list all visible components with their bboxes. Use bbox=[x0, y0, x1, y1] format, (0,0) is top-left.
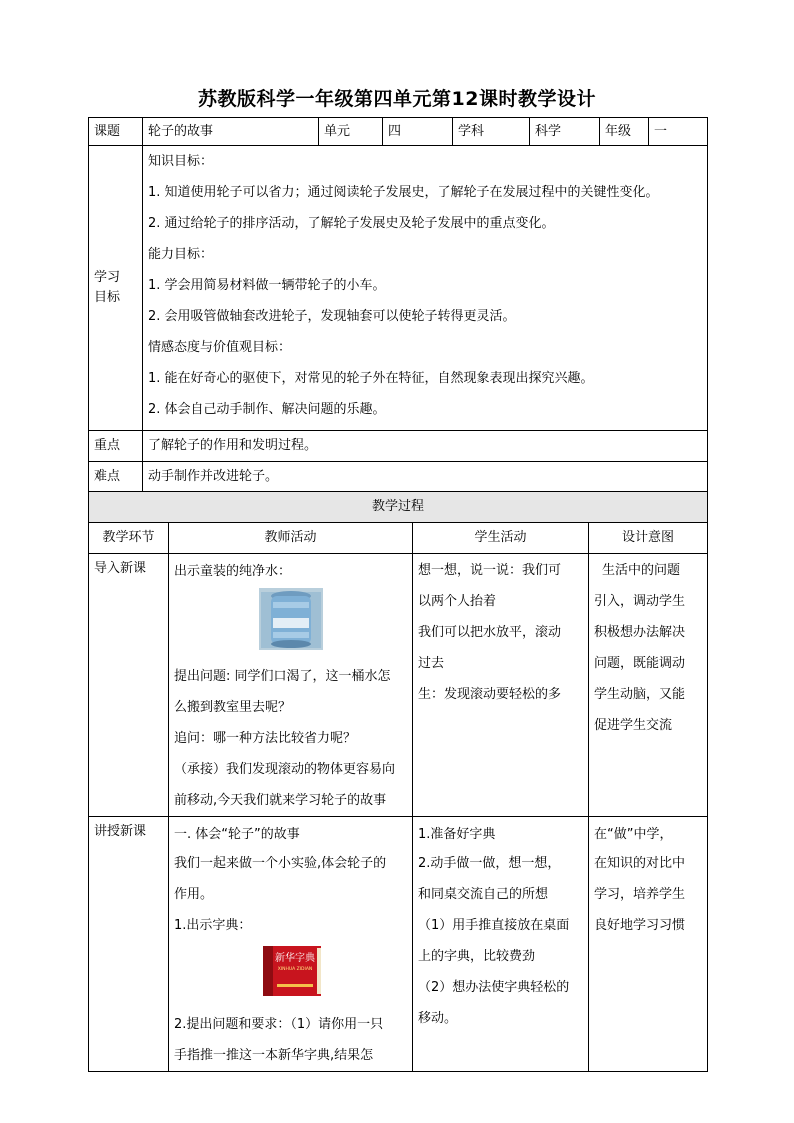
column-header: 学生活动 bbox=[413, 523, 589, 554]
objective-line: 能力目标： bbox=[148, 247, 214, 262]
objective-line: 1. 能在好奇心的驱使下，对常见的轮子外在特征，自然现象表现出探究兴趣。 bbox=[148, 371, 594, 386]
key-point-value: 了解轮子的作用和发明过程。 bbox=[143, 431, 708, 462]
objective-line: 2. 会用吸管做轴套改进轮子，发现轴套可以使轮子转得更灵活。 bbox=[148, 309, 516, 324]
process-header: 教学过程 bbox=[89, 492, 708, 523]
difficulty-value: 动手制作并改进轮子。 bbox=[143, 462, 708, 493]
dictionary-pinyin: XINHUA ZIDIAN bbox=[277, 967, 312, 972]
unit-value: 四 bbox=[383, 118, 453, 146]
teaching-process-table bbox=[88, 491, 708, 1072]
student-activity: 想一想，说一说：我们可 以两个人抬着 我们可以把水放平，滚动 过去 生：发现滚动要轻松的多 bbox=[413, 554, 589, 817]
dictionary-title: 新华字典 bbox=[274, 953, 315, 964]
objectives-label: 学习目标 bbox=[89, 146, 143, 431]
lesson-info-table bbox=[88, 117, 708, 493]
key-point-label: 重点 bbox=[89, 431, 143, 462]
stage-cell: 导入新课 bbox=[89, 554, 169, 817]
water-bucket-icon bbox=[259, 588, 323, 650]
objective-line: 2. 体会自己动手制作、解决问题的乐趣。 bbox=[148, 402, 386, 417]
design-intent: 生活中的问题 引入，调动学生 积极想办法解决 问题，既能调动 学生动脑，又能 促进学生交流 bbox=[589, 554, 708, 817]
dictionary-icon bbox=[255, 944, 327, 998]
column-header: 教师活动 bbox=[169, 523, 413, 554]
objective-line: 情感态度与价值观目标： bbox=[148, 340, 292, 355]
grade-label: 年级 bbox=[600, 118, 649, 146]
objectives-content bbox=[143, 146, 708, 431]
teacher-activity: 一. 体会“轮子”的故事 我们一起来做一个小实验,体会轮子的 作用。 1.出示字典： 新华字典 XINHUA ZIDIAN 2.提出问题和要求：（1）请你用一只 手指推一推这一本新华字典,结果怎 bbox=[169, 817, 413, 1072]
objective-line: 2. 通过给轮子的排序活动，了解轮子发展史及轮子发展中的重点变化。 bbox=[148, 216, 555, 231]
student-activity: 1.准备好字典 2.动手做一做，想一想， 和同桌交流自己的所想 （1）用手推直接放在桌面 上的字典，比较费劲 （2）想办法使字典轻松的 移动。 bbox=[413, 817, 589, 1072]
topic-value: 轮子的故事 bbox=[143, 118, 319, 146]
objective-line: 1. 学会用简易材料做一辆带轮子的小车。 bbox=[148, 278, 386, 293]
topic-label: 课题 bbox=[89, 118, 143, 146]
column-header: 设计意图 bbox=[589, 523, 708, 554]
table-row bbox=[89, 554, 708, 817]
objective-line: 知识目标： bbox=[148, 154, 214, 169]
subject-label: 学科 bbox=[453, 118, 530, 146]
document-title: 苏教版科学一年级第四单元第12课时教学设计 bbox=[198, 88, 596, 110]
objective-line: 1. 知道使用轮子可以省力；通过阅读轮子发展史，了解轮子在发展过程中的关键性变化。 bbox=[148, 185, 659, 200]
dictionary-image bbox=[174, 941, 407, 1009]
column-header: 教学环节 bbox=[89, 523, 169, 554]
subject-value: 科学 bbox=[530, 118, 600, 146]
design-intent: 在“做”中学， 在知识的对比中 学习，培养学生 良好地学习习惯 bbox=[589, 817, 708, 1072]
table-row bbox=[89, 817, 708, 1072]
difficulty-label: 难点 bbox=[89, 462, 143, 493]
grade-value: 一 bbox=[649, 118, 708, 146]
teacher-activity: 出示童装的纯净水： 提出问题: 同学们口渴了，这一桶水怎 么搬到教室里去呢？ 追问：哪一种方法比较省力呢？ （承接）我们发现滚动的物体更容易向 前移动,今天我们就来学习轮子的故事 bbox=[169, 554, 413, 817]
water-bucket-image bbox=[174, 585, 407, 661]
unit-label: 单元 bbox=[319, 118, 383, 146]
stage-cell: 讲授新课 bbox=[89, 817, 169, 1072]
